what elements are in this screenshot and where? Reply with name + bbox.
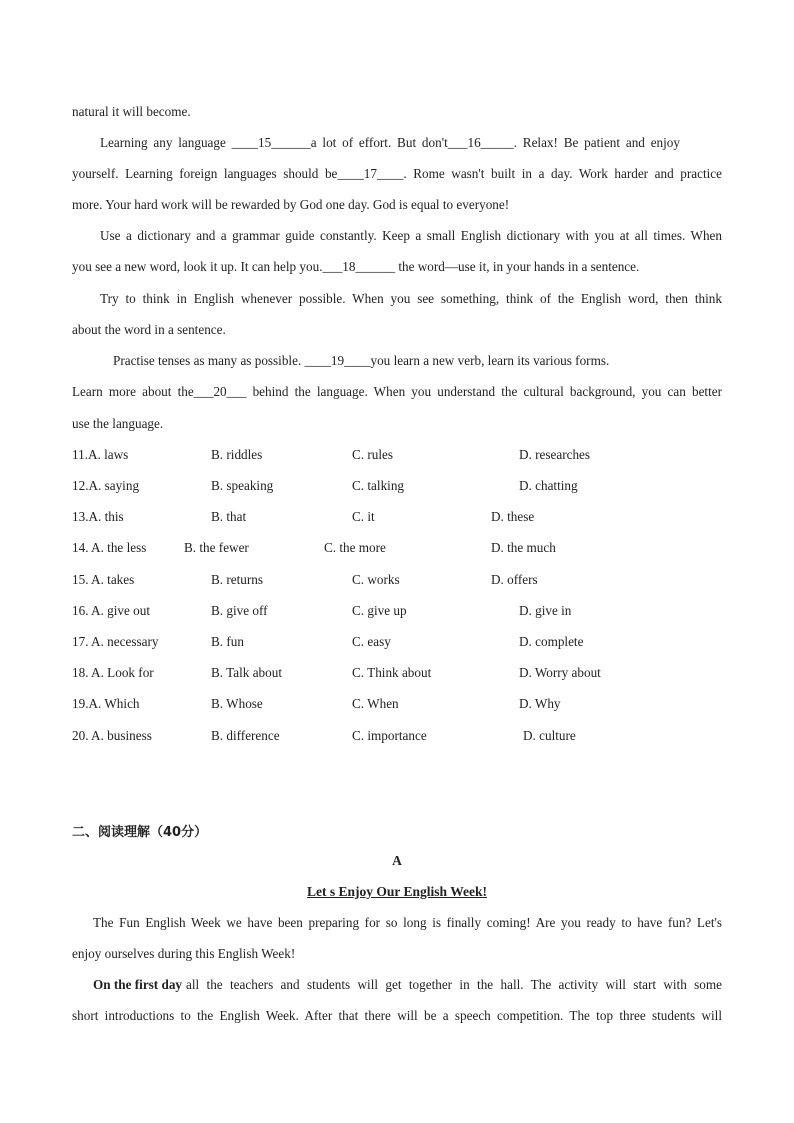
q11-option-a: 11.A. laws: [72, 447, 129, 462]
cloze-line-3: yourself. Learning foreign languages should be____17____. Rome wasn't built in a day. Work harder and practice: [72, 166, 722, 181]
q19-option-c: C. When: [352, 696, 399, 711]
passage-line-2: enjoy ourselves during this English Week!: [72, 946, 296, 961]
q18-option-c: C. Think about: [352, 665, 432, 680]
q20-option-c: C. importance: [352, 728, 427, 743]
section-title-reading: 二、阅读理解（40分）: [72, 825, 208, 840]
cloze-line-7: Try to think in English whenever possible. When you see something, think of the English word, then think: [100, 291, 722, 306]
cloze-line-5: Use a dictionary and a grammar guide constantly. Keep a small English dictionary with you at all times. When: [100, 228, 722, 243]
q15-option-b: B. returns: [211, 572, 264, 587]
q14-option-d: D. the much: [491, 540, 556, 555]
q18-option-a: 18. A. Look for: [72, 665, 154, 680]
q20-option-a: 20. A. business: [72, 728, 152, 743]
q16-option-c: C. give up: [352, 603, 407, 618]
passage-title: Let s Enjoy Our English Week!: [307, 884, 487, 899]
q19-option-b: B. Whose: [211, 696, 263, 711]
q15-option-d: D. offers: [491, 572, 538, 587]
cloze-line-4: more. Your hard work will be rewarded by God one day. God is equal to everyone!: [72, 197, 510, 212]
q13-option-d: D. these: [491, 509, 535, 524]
q20-option-b: B. difference: [211, 728, 280, 743]
passage-letter: A: [392, 853, 402, 868]
passage-line-3: [93, 977, 722, 993]
q16-option-d: D. give in: [519, 603, 572, 618]
q14-option-c: C. the more: [324, 540, 386, 555]
q13-option-a: 13.A. this: [72, 509, 124, 524]
cloze-line-11: use the language.: [72, 416, 164, 431]
q17-option-a: 17. A. necessary: [72, 634, 159, 649]
q18-option-b: B. Talk about: [211, 665, 282, 680]
q12-option-a: 12.A. saying: [72, 478, 140, 493]
q11-option-c: C. rules: [352, 447, 394, 462]
q11-option-b: B. riddles: [211, 447, 263, 462]
q17-option-b: B. fun: [211, 634, 244, 649]
passage-line-3-text: all the teachers and students will get together in the hall. The activity will start with some: [186, 977, 722, 992]
q12-option-d: D. chatting: [519, 478, 578, 493]
q15-option-c: C. works: [352, 572, 400, 587]
q16-option-a: 16. A. give out: [72, 603, 151, 618]
q18-option-d: D. Worry about: [519, 665, 601, 680]
q19-option-d: D. Why: [519, 696, 561, 711]
q14-option-b: B. the fewer: [184, 540, 249, 555]
first-day-lead: On the first day: [93, 977, 183, 992]
cloze-line-1: natural it will become.: [72, 104, 191, 119]
q13-option-c: C. it: [352, 509, 375, 524]
q11-option-d: D. researches: [519, 447, 591, 462]
q17-option-c: C. easy: [352, 634, 391, 649]
q13-option-b: B. that: [211, 509, 247, 524]
q16-option-b: B. give off: [211, 603, 268, 618]
cloze-line-10: Learn more about the___20___ behind the language. When you understand the cultural background, you can better: [72, 384, 722, 399]
q12-option-b: B. speaking: [211, 478, 274, 493]
cloze-line-8: about the word in a sentence.: [72, 322, 226, 337]
q14-option-a: 14. A. the less: [72, 540, 147, 555]
q17-option-d: D. complete: [519, 634, 584, 649]
passage-line-4: short introductions to the English Week. After that there will be a speech competition. The top three students will: [72, 1008, 722, 1023]
q20-option-d: D. culture: [523, 728, 576, 743]
cloze-line-6: you see a new word, look it up. It can help you.___18______ the word—use it, in your hands in a sentence.: [72, 259, 640, 274]
cloze-line-2: Learning any language ____15______a lot of effort. But don't___16_____. Relax! Be patient and enjoy: [100, 135, 680, 150]
q12-option-c: C. talking: [352, 478, 405, 493]
passage-line-1: The Fun English Week we have been preparing for so long is finally coming! Are you ready to have fun? Let's: [93, 915, 722, 930]
q19-option-a: 19.A. Which: [72, 696, 140, 711]
q15-option-a: 15. A. takes: [72, 572, 135, 587]
cloze-line-9: Practise tenses as many as possible. ____19____you learn a new verb, learn its various forms.: [113, 353, 610, 368]
